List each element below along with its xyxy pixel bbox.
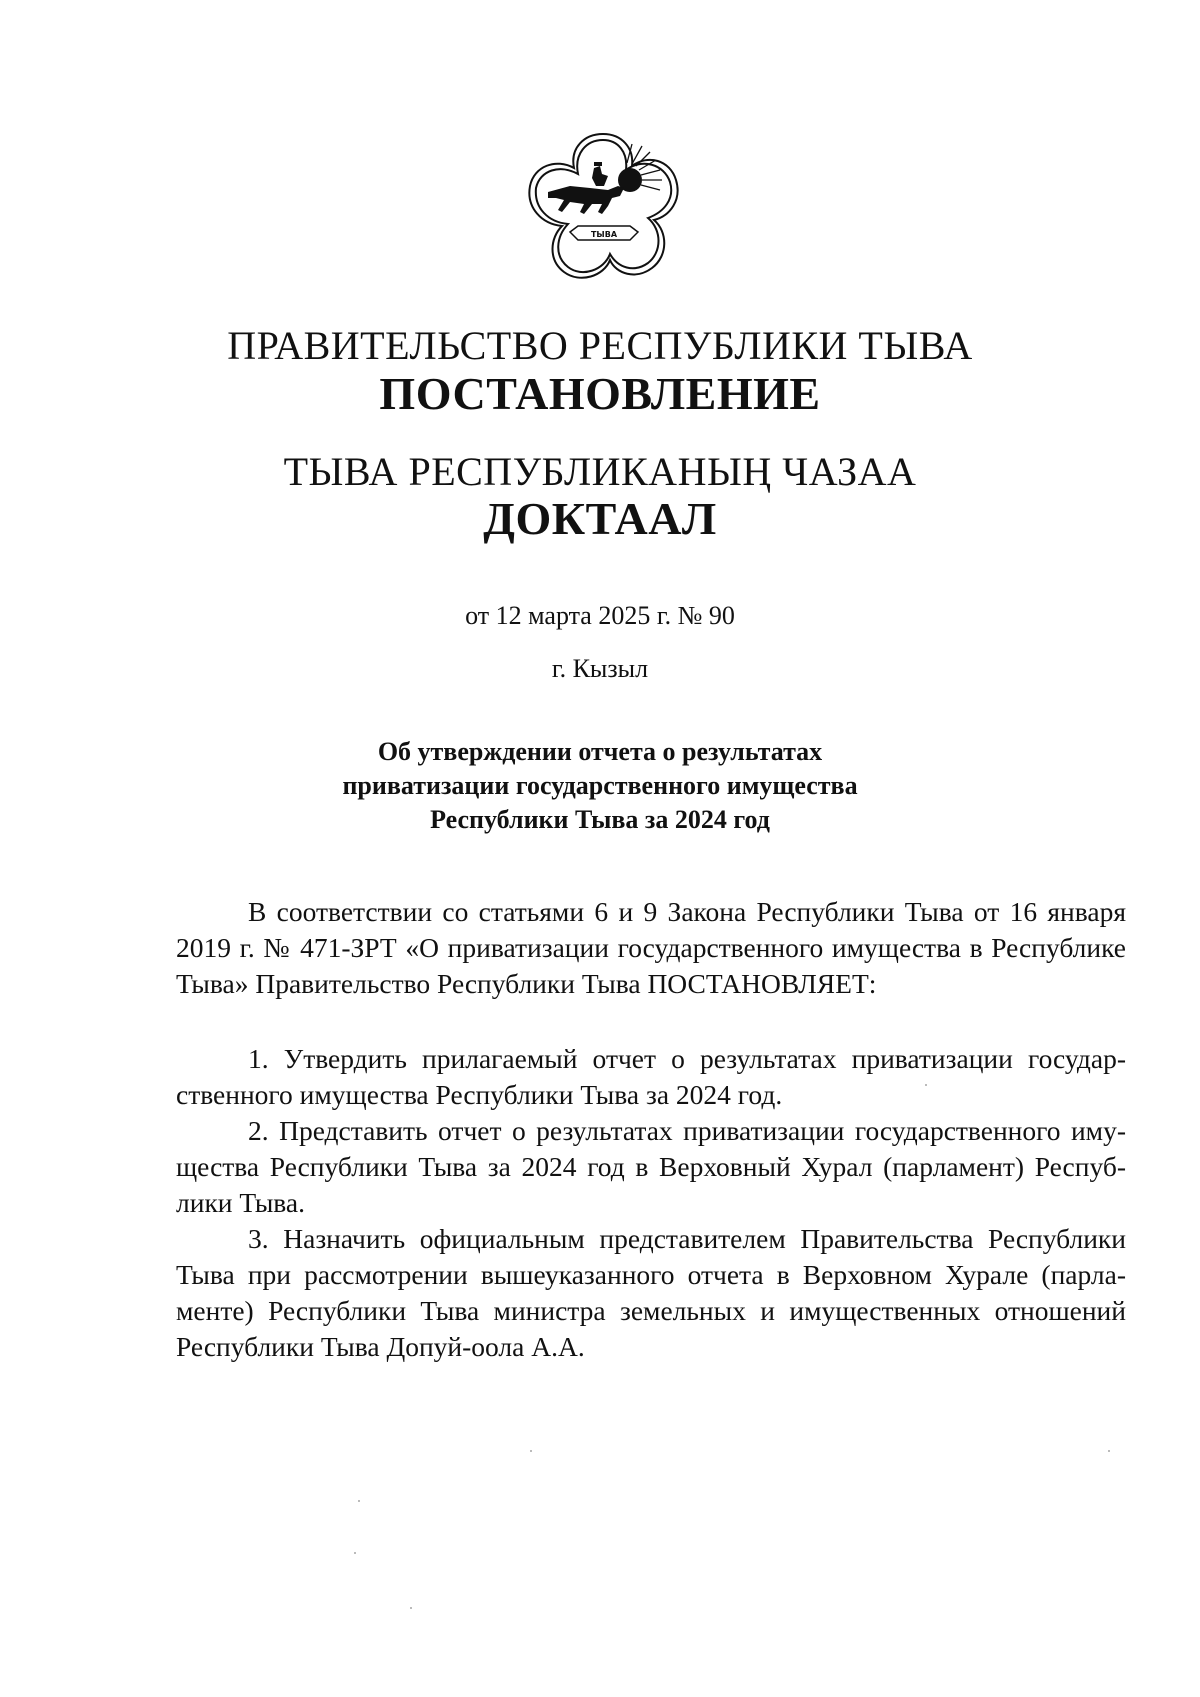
scan-speck xyxy=(358,1500,360,1502)
scan-speck xyxy=(354,1552,356,1554)
decree-date-number: от 12 марта 2025 г. № 90 xyxy=(465,601,735,630)
scan-speck xyxy=(410,1607,412,1609)
preamble-paragraph: В соответствии со статьями 6 и 9 Закона Республики Тыва от 16 января 2019 г. № 471-ЗРТ «О приватизации государственного имущества в Республике Тыва» Правительство Республики Тыва ПОСТАНОВЛЯЕТ: xyxy=(176,896,1126,999)
title-line-3: Республики Тыва за 2024 год xyxy=(430,805,770,834)
decree-city: г. Кызыл xyxy=(551,654,649,683)
government-name-ru: ПРАВИТЕЛЬСТВО РЕСПУБЛИКИ ТЫВА xyxy=(227,323,973,368)
scan-speck xyxy=(530,1450,532,1452)
decree-title xyxy=(0,735,1200,837)
government-name-tyv: ТЫВА РЕСПУБЛИКАНЫҢ ЧАЗАА xyxy=(283,449,917,494)
tuva-coat-of-arms-icon xyxy=(518,128,688,288)
scan-speck xyxy=(1108,1450,1110,1452)
decree-item-1: 1. Утвердить прилагаемый отчет о результатах приватизации государственного имущества Республики Тыва за 2024 год. xyxy=(176,1043,1126,1110)
document-type-ru: ПОСТАНОВЛЕНИЕ xyxy=(379,368,821,419)
svg-text:ТЫВА: ТЫВА xyxy=(590,230,618,239)
scan-speck xyxy=(925,1084,927,1086)
title-line-1: Об утверждении отчета о результатах xyxy=(377,737,823,766)
title-line-2: приватизации государственного имущества xyxy=(342,771,858,800)
decree-item-2: 2. Представить отчет о результатах приватизации государственного имущества Республики Тыва за 2024 год в Верховный Хурал (парламент) Республики Тыва. xyxy=(176,1115,1126,1218)
decree-item-3: 3. Назначить официальным представителем Правительства Республики Тыва при рассмотрении вышеуказанного отчета в Верховном Хурале (парламенте) Республики Тыва министра земельных и имущественных отношений Республики Тыва Допуй-оола А.А. xyxy=(176,1223,1126,1362)
document-type-tyv: ДОКТААЛ xyxy=(483,493,717,544)
